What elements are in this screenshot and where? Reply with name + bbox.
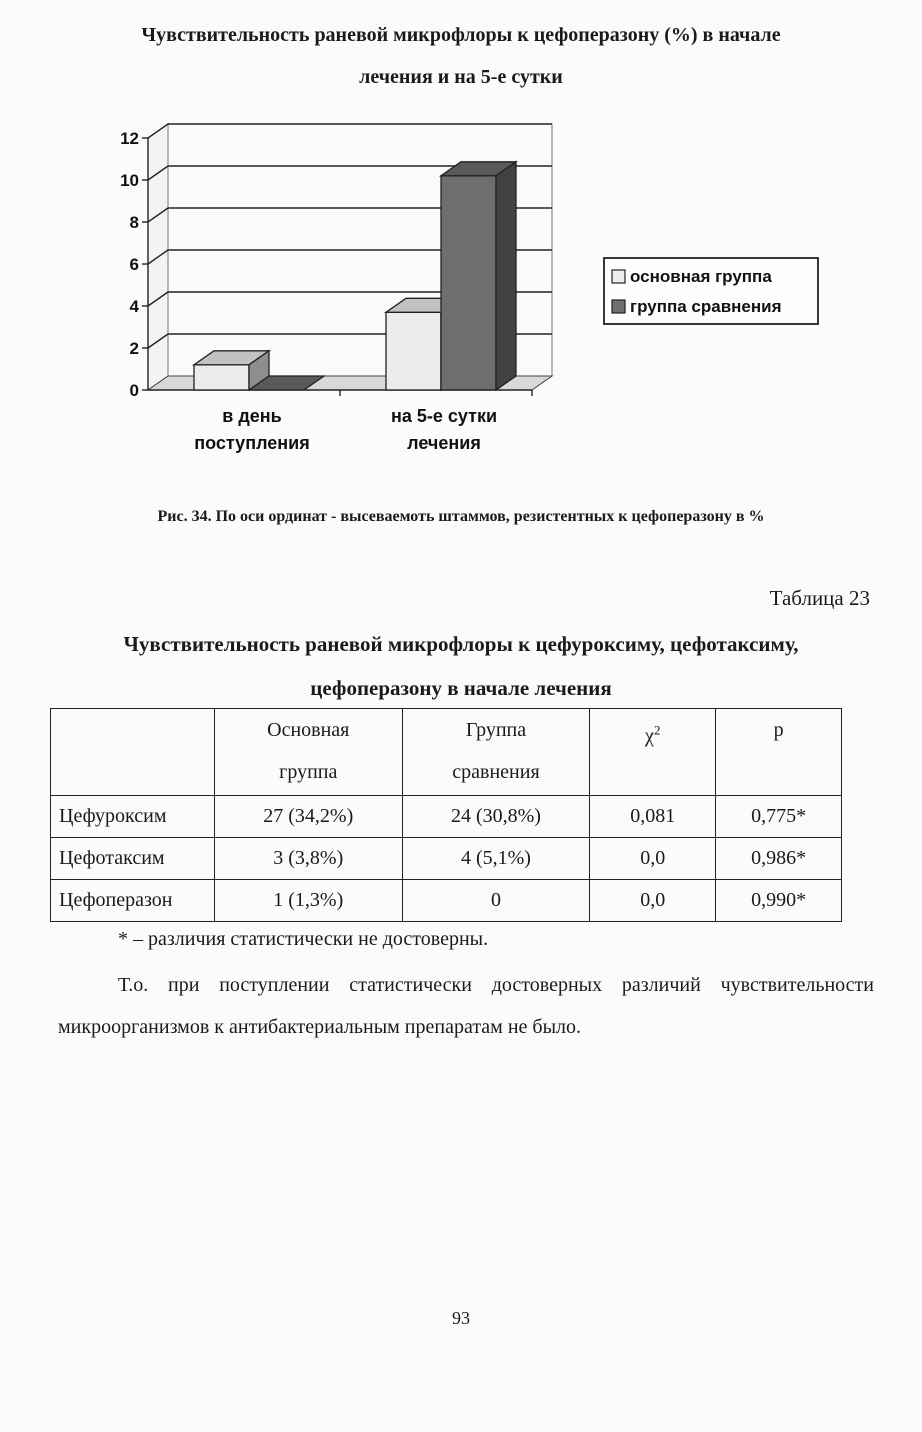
bar-side: [496, 162, 516, 390]
table-header-row: [51, 709, 842, 796]
y-tick-label: 12: [120, 129, 139, 148]
x-tick-label: в день: [222, 406, 282, 426]
legend-swatch: [612, 300, 625, 313]
header-p-label: p: [773, 719, 784, 741]
header-empty: [51, 709, 215, 796]
x-tick-label: поступления: [194, 433, 310, 453]
header-p: [716, 709, 842, 796]
header-comparison-group: [402, 709, 590, 796]
row-name: Цефоперазон: [51, 880, 215, 922]
cell-comp: 4 (5,1%): [402, 838, 590, 880]
y-tick-label: 2: [129, 339, 139, 358]
table-title-line2: цефоперазону в начале лечения: [310, 676, 612, 700]
cell-comp: 0: [402, 880, 590, 922]
table-footnote: * – различия статистически не достоверны.: [118, 928, 489, 950]
header-comp-line1: Группа: [465, 719, 527, 741]
header-main-group: [214, 709, 402, 796]
y-tick-label: 10: [120, 171, 139, 190]
cell-p: 0,986*: [716, 838, 842, 880]
chart-title-line1: Чувствительность раневой микрофлоры к цефоперазону (%) в начале: [141, 24, 781, 46]
cell-p: 0,775*: [716, 796, 842, 838]
body-paragraph: Т.о. при поступлении статистически достоверных различий чувствительности микроорганизмов к антибактериальным препаратам не было.: [58, 974, 874, 1038]
chart-title-line2: лечения и на 5-е сутки: [359, 66, 563, 88]
bar-front: [386, 312, 441, 390]
sensitivity-table: [50, 708, 842, 922]
page-number: 93: [452, 1308, 470, 1328]
bar-chart: [0, 0, 922, 500]
table-row: [51, 796, 842, 838]
cell-chi2: 0,0: [590, 880, 716, 922]
table-row: [51, 838, 842, 880]
table-number: Таблица 23: [769, 586, 870, 610]
bar-front: [194, 365, 249, 390]
y-tick-label: 4: [129, 297, 139, 316]
y-tick-label: 0: [129, 381, 139, 400]
row-name: Цефотаксим: [51, 838, 215, 880]
row-name: Цефуроксим: [51, 796, 215, 838]
figure-caption: Рис. 34. По оси ординат - высеваемоть штаммов, резистентных к цефоперазону в %: [157, 508, 765, 525]
table-row: [51, 880, 842, 922]
cell-p: 0,990*: [716, 880, 842, 922]
x-tick-label: лечения: [407, 433, 481, 453]
y-tick-label: 6: [129, 255, 139, 274]
table-title-line1: Чувствительность раневой микрофлоры к цефуроксиму, цефотаксиму,: [123, 632, 799, 656]
legend-label: группа сравнения: [630, 297, 782, 316]
y-tick-label: 8: [129, 213, 139, 232]
header-main-line1: Основная: [267, 719, 350, 741]
x-tick-label: на 5-е сутки: [390, 406, 498, 426]
legend-swatch: [612, 270, 625, 283]
cell-comp: 24 (30,8%): [402, 796, 590, 838]
cell-main: 1 (1,3%): [214, 880, 402, 922]
bar-front: [441, 176, 496, 390]
cell-chi2: 0,081: [590, 796, 716, 838]
cell-main: 3 (3,8%): [214, 838, 402, 880]
table-title: [40, 622, 882, 710]
header-chi: χ: [645, 724, 654, 747]
header-comp-line2: сравнения: [452, 761, 540, 783]
cell-chi2: 0,0: [590, 838, 716, 880]
header-chi-sup: 2: [653, 722, 661, 737]
cell-main: 27 (34,2%): [214, 796, 402, 838]
header-chi2: [590, 709, 716, 796]
header-main-line2: группа: [279, 761, 338, 783]
legend-label: основная группа: [630, 267, 772, 286]
